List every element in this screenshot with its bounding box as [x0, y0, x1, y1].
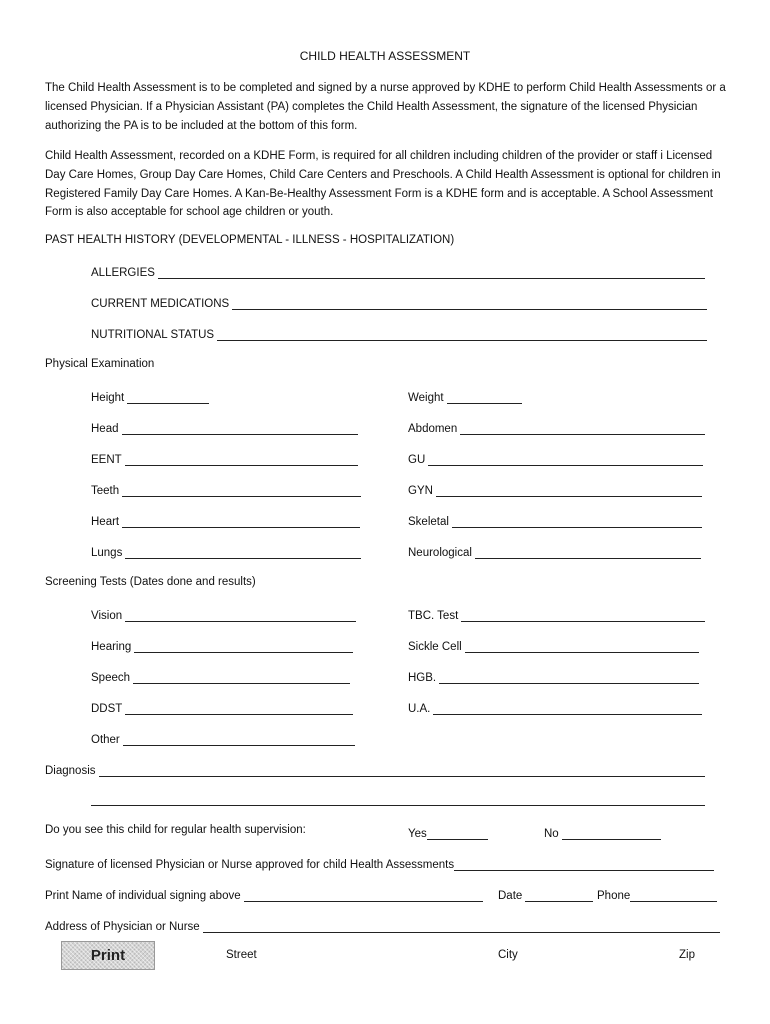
hearing-field[interactable] — [91, 637, 353, 653]
gyn-field[interactable] — [408, 481, 702, 497]
supervision-no-field[interactable] — [544, 824, 661, 840]
diagnosis-label: Diagnosis — [45, 765, 96, 777]
heart-field[interactable] — [91, 512, 360, 528]
teeth-field[interactable] — [91, 481, 361, 497]
lungs-field[interactable] — [91, 543, 361, 559]
signature-field[interactable] — [45, 855, 714, 871]
date-field[interactable] — [498, 886, 593, 902]
yes-label: Yes — [408, 828, 427, 840]
print-button[interactable]: Print — [61, 941, 155, 970]
height-field[interactable] — [91, 388, 209, 404]
heart-label: Heart — [91, 516, 120, 528]
signature-label: Signature of licensed Physician or Nurse approved for child Health Assessments — [45, 859, 455, 871]
diagnosis-continuation-line[interactable] — [91, 805, 705, 806]
eent-field[interactable] — [91, 450, 358, 466]
date-label: Date — [498, 890, 523, 902]
no-label: No — [544, 828, 559, 840]
history-heading: PAST HEALTH HISTORY (DEVELOPMENTAL - ILLNESS - HOSPITALIZATION) — [45, 234, 455, 246]
other-field[interactable] — [91, 730, 355, 746]
nutritional-status-field[interactable] — [91, 325, 707, 341]
hgb-label: HGB. — [408, 672, 437, 684]
skeletal-label: Skeletal — [408, 516, 449, 528]
nutritional-status-label: NUTRITIONAL STATUS — [91, 329, 215, 341]
screening-heading: Screening Tests (Dates done and results) — [45, 576, 256, 588]
phone-label: Phone — [597, 890, 631, 902]
head-label: Head — [91, 423, 119, 435]
diagnosis-field[interactable] — [45, 761, 705, 777]
other-label: Other — [91, 734, 120, 746]
address-zip-caption: Zip — [679, 949, 695, 961]
weight-field[interactable] — [408, 388, 522, 404]
supervision-yes-field[interactable] — [408, 824, 488, 840]
lungs-label: Lungs — [91, 547, 123, 559]
ua-label: U.A. — [408, 703, 431, 715]
supervision-question: Do you see this child for regular health supervision: — [45, 824, 306, 836]
address-label: Address of Physician or Nurse — [45, 921, 200, 933]
teeth-label: Teeth — [91, 485, 120, 497]
current-medications-label: CURRENT MEDICATIONS — [91, 298, 230, 310]
physical-exam-heading: Physical Examination — [45, 358, 155, 370]
gyn-label: GYN — [408, 485, 433, 497]
allergies-field[interactable] — [91, 263, 705, 279]
gu-label: GU — [408, 454, 426, 466]
address-street-caption: Street — [226, 949, 257, 961]
phone-field[interactable] — [597, 886, 717, 902]
neurological-field[interactable] — [408, 543, 701, 559]
intro-paragraph-2: Child Health Assessment, recorded on a KDHE Form, is required for all children including children of the provider or staff i Licensed Day Care Homes, Group Day Care Homes, Child Care Centers and Preschools. A Child Health Assessment is optional for children in Registered Family Day Care Homes. A Kan-Be-Healthy Assessment Form is a KDHE form and is acceptable. A School Assessment Form is also acceptable for school age children or youth. — [45, 150, 721, 219]
vision-label: Vision — [91, 610, 123, 622]
height-label: Height — [91, 392, 125, 404]
tbc-test-field[interactable] — [408, 606, 705, 622]
current-medications-field[interactable] — [91, 294, 707, 310]
gu-field[interactable] — [408, 450, 703, 466]
tbc-test-label: TBC. Test — [408, 610, 459, 622]
allergies-label: ALLERGIES — [91, 267, 155, 279]
ddst-label: DDST — [91, 703, 123, 715]
skeletal-field[interactable] — [408, 512, 702, 528]
eent-label: EENT — [91, 454, 122, 466]
head-field[interactable] — [91, 419, 358, 435]
ddst-field[interactable] — [91, 699, 353, 715]
ua-field[interactable] — [408, 699, 702, 715]
speech-label: Speech — [91, 672, 131, 684]
speech-field[interactable] — [91, 668, 350, 684]
page-title: CHILD HEALTH ASSESSMENT — [299, 49, 471, 63]
weight-label: Weight — [408, 392, 444, 404]
address-city-caption: City — [498, 949, 518, 961]
vision-field[interactable] — [91, 606, 356, 622]
hearing-label: Hearing — [91, 641, 132, 653]
abdomen-label: Abdomen — [408, 423, 458, 435]
neurological-label: Neurological — [408, 547, 472, 559]
hgb-field[interactable] — [408, 668, 699, 684]
print-name-label: Print Name of individual signing above — [45, 890, 241, 902]
abdomen-field[interactable] — [408, 419, 705, 435]
intro-paragraph-1: The Child Health Assessment is to be completed and signed by a nurse approved by KDHE to perform Child Health Assessments or a licensed Physician. If a Physician Assistant (PA) completes the Child Health Assessment, the signature of the licensed Physician authorizing the PA is to be included at the bottom of this form. — [45, 82, 726, 132]
address-field[interactable] — [45, 917, 720, 933]
print-name-field[interactable] — [45, 886, 483, 902]
sickle-cell-label: Sickle Cell — [408, 641, 462, 653]
sickle-cell-field[interactable] — [408, 637, 699, 653]
